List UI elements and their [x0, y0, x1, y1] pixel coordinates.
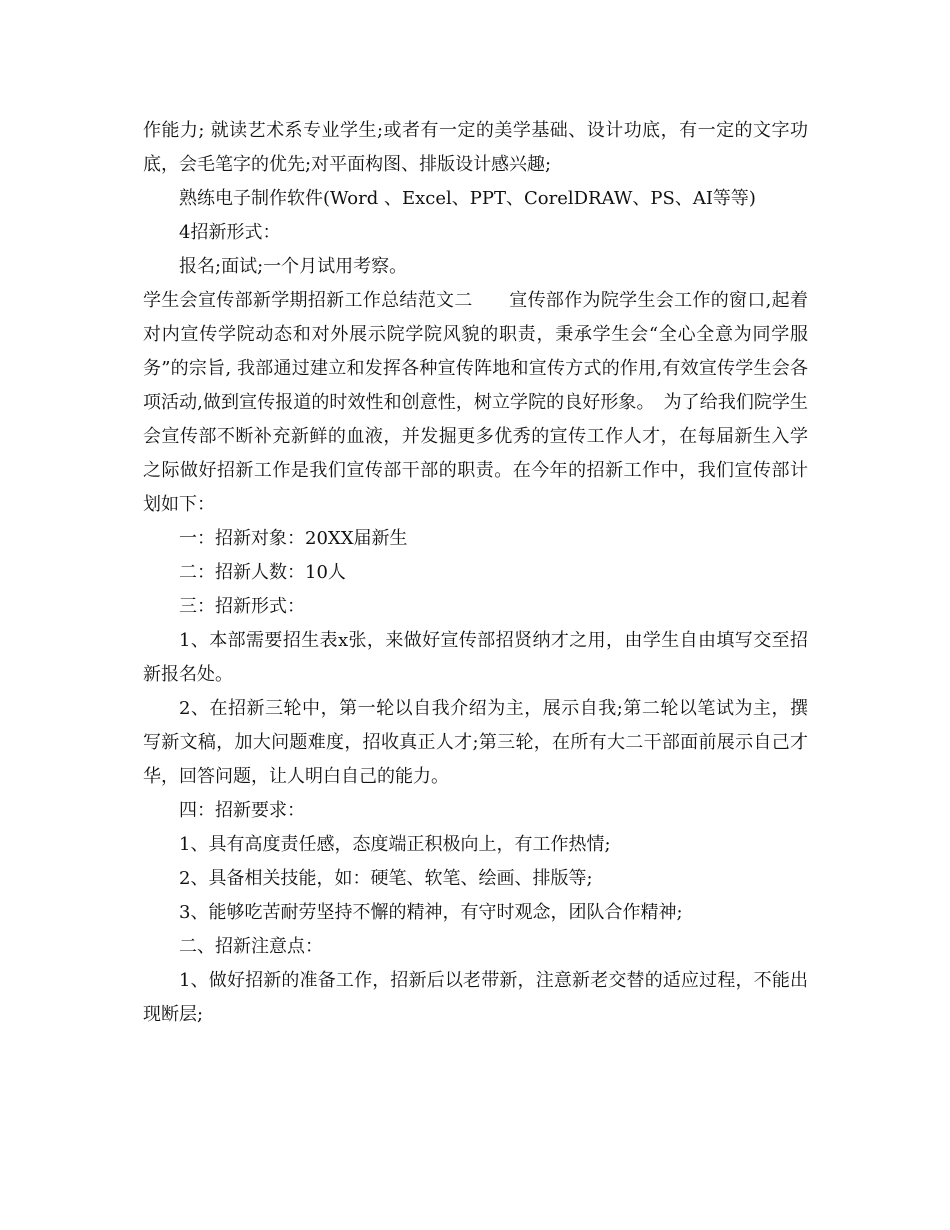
paragraph-summary-intro: 学生会宣传部新学期招新工作总结范文二 宣传部作为院学生会工作的窗口,起着对内宣传学院动态和对外展示院学院风貌的职责，秉承学生会“全心全意为同学服务”的宗旨, 我部通过建立和发挥各种宣传阵地和宣传方式的作用,有效宣传学生会各项活动,做到宣传报道的时效性和创意性，树立学院的良好形象。 为了给我们院学生会宣传部不断补充新鲜的血液，并发掘更多优秀的宣传工作人才，在每届新生入学之际做好招新工作是我们宣传部干部的职责。在今年的招新工作中，我们宣传部计划如下：: [143, 290, 808, 515]
paragraph-recruit-form-heading: 4招新形式：: [179, 222, 281, 243]
paragraph-continuation: 作能力; 就读艺术系专业学生;或者有一定的美学基础、设计功底，有一定的文字功底，会毛笔字的优先;对平面构图、排版设计感兴趣;: [143, 120, 808, 175]
paragraph-requirement-1: 1、具有高度责任感，态度端正积极向上，有工作热情;: [179, 834, 611, 855]
paragraph-recruit-method-heading: 三：招新形式：: [179, 596, 305, 617]
paragraph-requirements-heading: 四：招新要求：: [179, 800, 305, 821]
paragraph-method-2: 2、在招新三轮中，第一轮以自我介绍为主，展示自我;第二轮以笔试为主，撰写新文稿，加大问题难度，招收真正人才;第三轮，在所有大二干部面前展示自己才华，回答问题，让人明白自己的能力。: [143, 698, 808, 787]
paragraph-note-1: 1、做好招新的准备工作，招新后以老带新，注意新老交替的适应过程，不能出现断层;: [143, 970, 808, 1025]
paragraph-notes-heading: 二、招新注意点：: [179, 936, 323, 957]
paragraph-software-skills: 熟练电子制作软件(Word 、Excel、PPT、CorelDRAW、PS、AI等等): [179, 188, 756, 209]
paragraph-recruit-count: 二：招新人数：10人: [179, 562, 346, 583]
paragraph-recruit-form-steps: 报名;面试;一个月试用考察。: [179, 256, 408, 277]
paragraph-requirement-2: 2、具备相关技能，如：硬笔、软笔、绘画、排版等;: [179, 868, 593, 889]
paragraph-requirement-3: 3、能够吃苦耐劳坚持不懈的精神，有守时观念，团队合作精神;: [179, 902, 683, 923]
paragraph-method-1: 1、本部需要招生表x张，来做好宣传部招贤纳才之用，由学生自由填写交至招新报名处。: [143, 630, 808, 685]
paragraph-recruit-target: 一：招新对象：20XX届新生: [179, 528, 408, 549]
document-body: [143, 114, 808, 1032]
